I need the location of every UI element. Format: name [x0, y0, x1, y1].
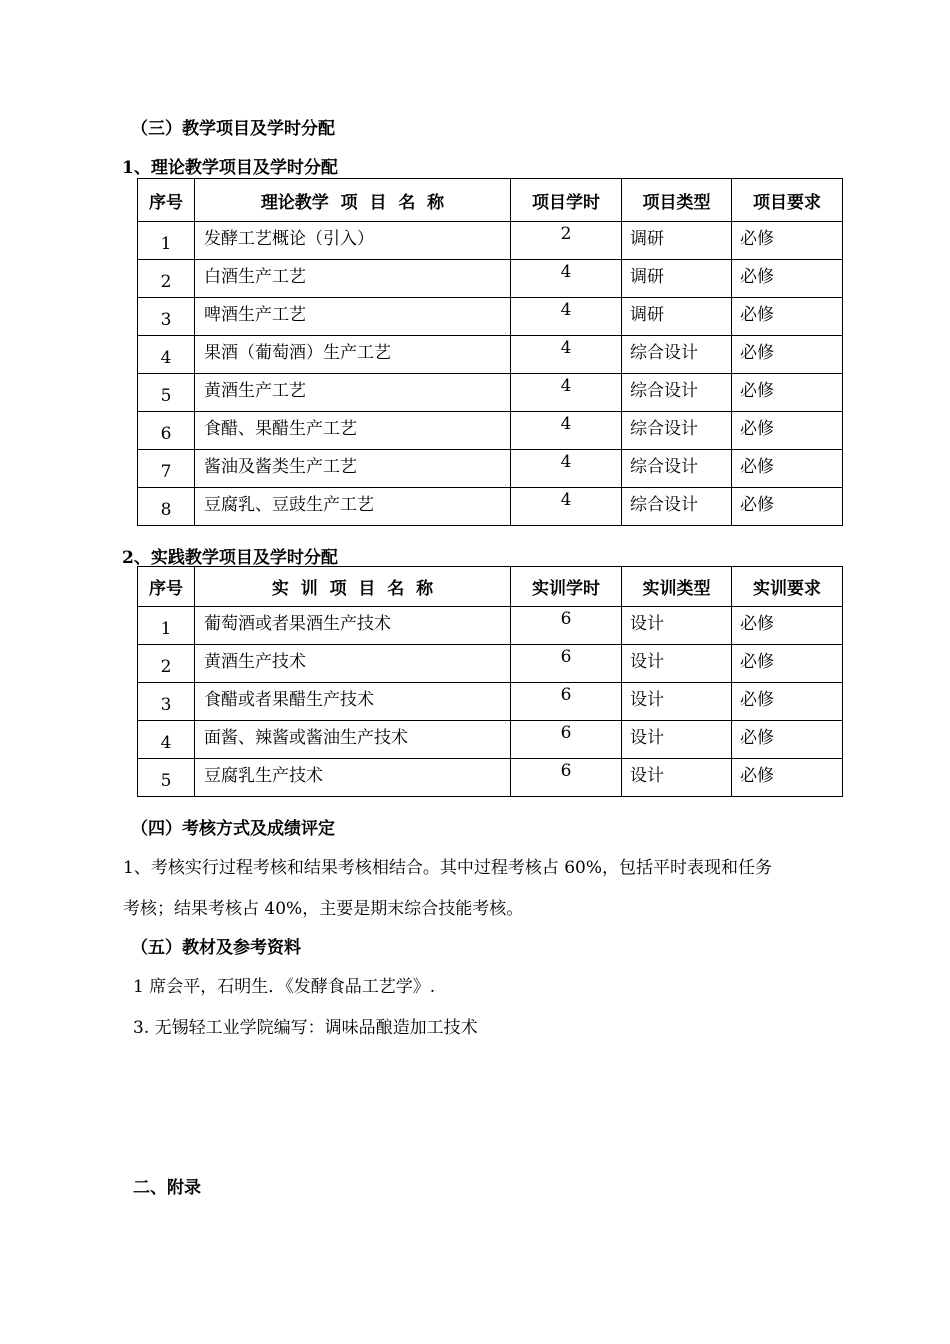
practice-table-heading: 2、实践教学项目及学时分配: [122, 548, 338, 568]
row-req: 必修: [732, 222, 843, 260]
header-no: 序号: [138, 567, 195, 607]
row-hours: 4: [511, 260, 622, 298]
row-type: 设计: [622, 683, 732, 721]
row-no: 7: [138, 450, 195, 488]
table-header-row: [138, 567, 843, 607]
row-hours: 2: [511, 222, 622, 260]
header-req: 项目要求: [732, 179, 843, 222]
row-req: 必修: [732, 759, 843, 797]
header-hours: 实训学时: [511, 567, 622, 607]
table-row: [138, 683, 843, 721]
table-row: [138, 298, 843, 336]
row-type: 综合设计: [622, 336, 732, 374]
row-type: 设计: [622, 607, 732, 645]
table-row: [138, 336, 843, 374]
row-hours: 4: [511, 412, 622, 450]
row-hours: 4: [511, 488, 622, 526]
row-req: 必修: [732, 721, 843, 759]
row-type: 综合设计: [622, 412, 732, 450]
row-no: 5: [138, 759, 195, 797]
row-no: 4: [138, 336, 195, 374]
row-hours: 6: [511, 759, 622, 797]
row-req: 必修: [732, 374, 843, 412]
row-name: 豆腐乳、豆豉生产工艺: [195, 488, 511, 526]
row-no: 2: [138, 645, 195, 683]
row-type: 调研: [622, 298, 732, 336]
row-type: 综合设计: [622, 450, 732, 488]
assessment-line-2: 考核；结果考核占 40%，主要是期末综合技能考核。: [123, 899, 524, 919]
row-no: 3: [138, 298, 195, 336]
table-row: [138, 222, 843, 260]
table-row: [138, 450, 843, 488]
row-type: 设计: [622, 721, 732, 759]
row-type: 综合设计: [622, 488, 732, 526]
row-hours: 6: [511, 645, 622, 683]
section-4-heading: （四）考核方式及成绩评定: [131, 819, 335, 839]
row-req: 必修: [732, 488, 843, 526]
row-name: 食醋或者果醋生产技术: [195, 683, 511, 721]
row-name: 面酱、辣酱或酱油生产技术: [195, 721, 511, 759]
header-hours: 项目学时: [511, 179, 622, 222]
row-no: 1: [138, 607, 195, 645]
row-type: 调研: [622, 260, 732, 298]
header-type: 项目类型: [622, 179, 732, 222]
table-row: [138, 721, 843, 759]
header-name: 实 训 项 目 名 称: [195, 567, 511, 607]
row-type: 设计: [622, 759, 732, 797]
table-row: [138, 260, 843, 298]
row-req: 必修: [732, 298, 843, 336]
row-hours: 6: [511, 683, 622, 721]
appendix-heading: 二、附录: [133, 1178, 201, 1198]
row-name: 白酒生产工艺: [195, 260, 511, 298]
row-req: 必修: [732, 645, 843, 683]
row-type: 调研: [622, 222, 732, 260]
theory-table: [137, 178, 843, 526]
row-name: 啤酒生产工艺: [195, 298, 511, 336]
row-name: 酱油及酱类生产工艺: [195, 450, 511, 488]
header-req: 实训要求: [732, 567, 843, 607]
row-hours: 4: [511, 336, 622, 374]
row-hours: 6: [511, 607, 622, 645]
row-no: 2: [138, 260, 195, 298]
reference-1: 1 席会平，石明生．《发酵食品工艺学》.: [133, 977, 436, 997]
row-no: 3: [138, 683, 195, 721]
header-name: 理论教学 项 目 名 称: [195, 179, 511, 222]
row-req: 必修: [732, 412, 843, 450]
row-type: 综合设计: [622, 374, 732, 412]
practice-table: [137, 566, 843, 797]
theory-table-heading: 1、理论教学项目及学时分配: [122, 158, 338, 178]
row-hours: 4: [511, 450, 622, 488]
row-name: 黄酒生产技术: [195, 645, 511, 683]
table-header-row: [138, 179, 843, 222]
row-req: 必修: [732, 683, 843, 721]
row-name: 黄酒生产工艺: [195, 374, 511, 412]
row-no: 6: [138, 412, 195, 450]
table-row: [138, 645, 843, 683]
row-no: 4: [138, 721, 195, 759]
row-hours: 4: [511, 298, 622, 336]
table-row: [138, 607, 843, 645]
assessment-line-1: 1、考核实行过程考核和结果考核相结合。其中过程考核占 60%，包括平时表现和任务: [123, 858, 773, 878]
header-no: 序号: [138, 179, 195, 222]
row-hours: 6: [511, 721, 622, 759]
row-name: 发酵工艺概论（引入）: [195, 222, 511, 260]
table-row: [138, 759, 843, 797]
row-req: 必修: [732, 450, 843, 488]
row-name: 豆腐乳生产技术: [195, 759, 511, 797]
row-no: 8: [138, 488, 195, 526]
row-req: 必修: [732, 336, 843, 374]
header-type: 实训类型: [622, 567, 732, 607]
row-name: 食醋、果醋生产工艺: [195, 412, 511, 450]
row-no: 1: [138, 222, 195, 260]
table-row: [138, 412, 843, 450]
section-5-heading: （五）教材及参考资料: [131, 938, 301, 958]
row-name: 果酒（葡萄酒）生产工艺: [195, 336, 511, 374]
row-req: 必修: [732, 607, 843, 645]
reference-2: 3. 无锡轻工业学院编写：调味品酿造加工技术: [133, 1018, 478, 1038]
row-req: 必修: [732, 260, 843, 298]
section-3-heading: （三）教学项目及学时分配: [131, 119, 335, 139]
row-hours: 4: [511, 374, 622, 412]
row-name: 葡萄酒或者果酒生产技术: [195, 607, 511, 645]
table-row: [138, 374, 843, 412]
row-no: 5: [138, 374, 195, 412]
table-row: [138, 488, 843, 526]
row-type: 设计: [622, 645, 732, 683]
